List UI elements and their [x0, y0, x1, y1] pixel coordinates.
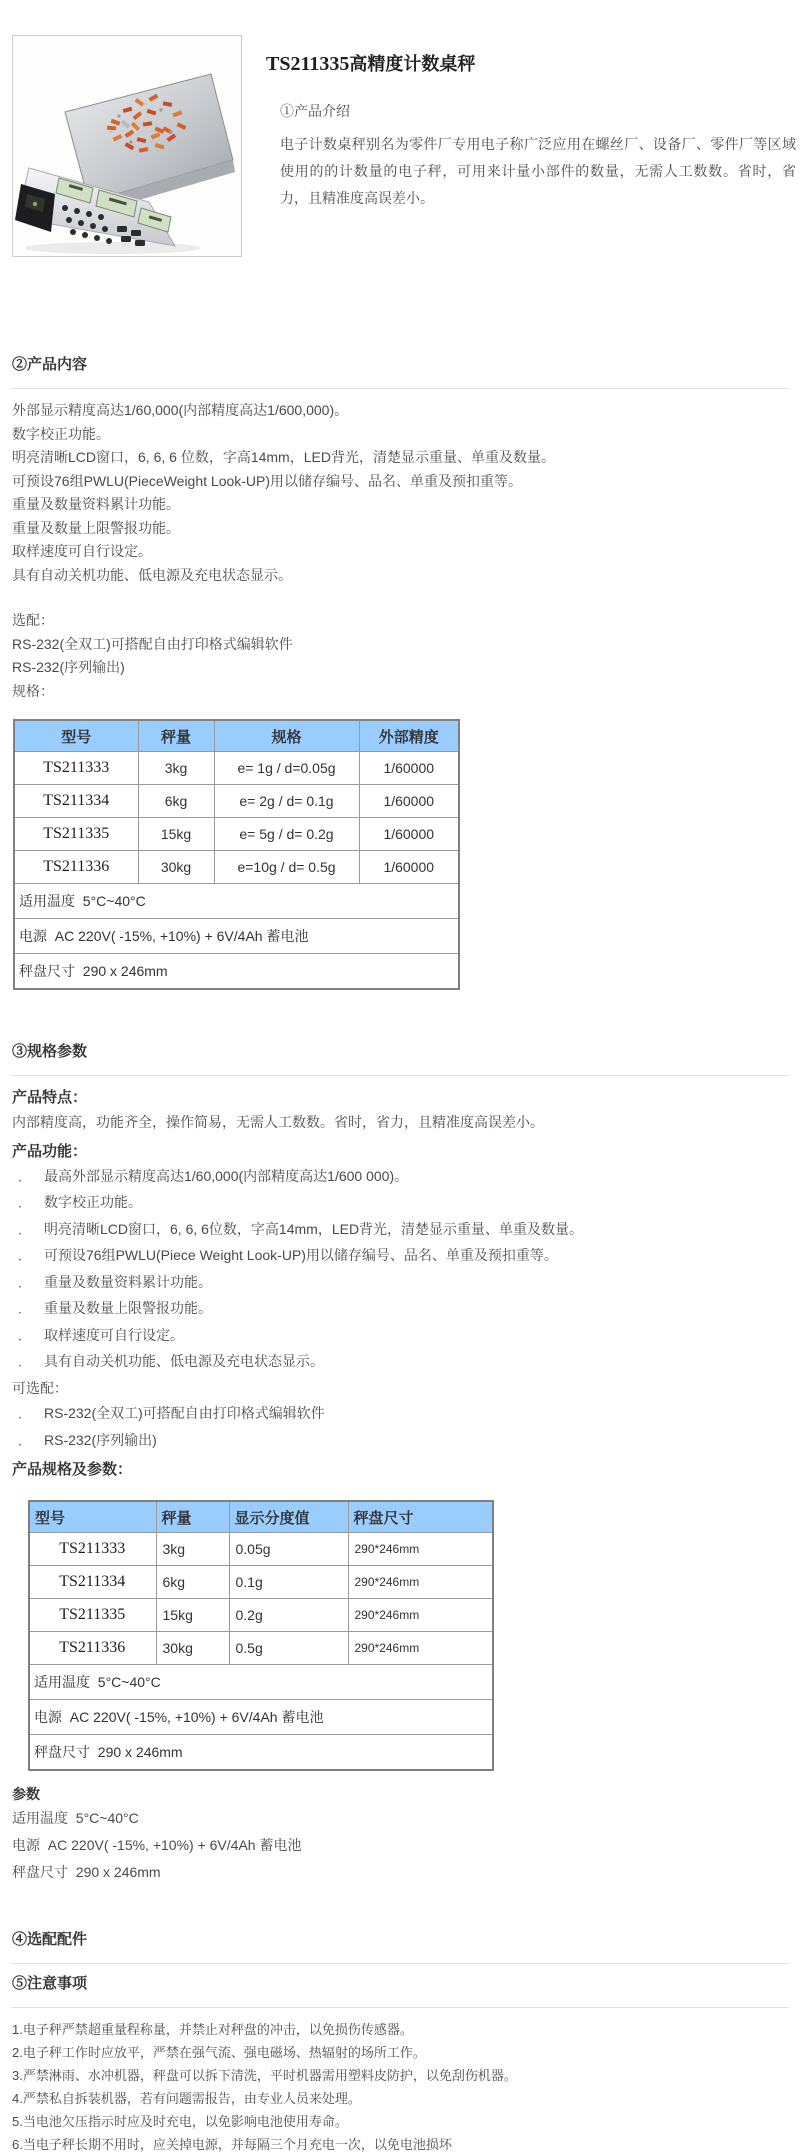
section-product-content [12, 355, 788, 990]
function-text: 最高外部显示精度高达1/60,000(内部精度高达1/600 000)。 [44, 1167, 409, 1184]
spec-table-header-row [14, 720, 459, 752]
table-row [14, 818, 459, 851]
note-item: 2.电子秤工作时应放平，严禁在强气流、强电磁场、热辐射的场所工作。 [12, 2045, 426, 2060]
optional-item [12, 1401, 788, 1428]
cell-division: 0.5g [229, 1632, 348, 1665]
cell-spec: e= 2g / d= 0.1g [214, 785, 359, 818]
function-item [12, 1217, 788, 1244]
footer-power: 电源 AC 220V( -15%, +10%) + 6V/4Ah 蓄电池 [29, 1700, 493, 1735]
counting-scale-image [13, 36, 241, 256]
params-table-label: 产品规格及参数： [12, 1461, 133, 1478]
cell-capacity: 30kg [138, 851, 214, 884]
function-item [12, 1190, 788, 1217]
functions-label: 产品功能： [12, 1142, 88, 1160]
optional-label: 选配： [12, 612, 54, 628]
table-footer-row [29, 1665, 493, 1700]
column-header: 规格 [214, 720, 359, 752]
table-row [14, 752, 459, 785]
section3-heading: ③规格参数 [12, 1043, 88, 1060]
function-item [12, 1323, 788, 1350]
cell-capacity: 3kg [138, 752, 214, 785]
cell-capacity: 6kg [138, 785, 214, 818]
bullet-dot: ． [18, 1222, 31, 1237]
footer-temperature: 适用温度 5°C~40°C [29, 1665, 493, 1700]
cell-capacity: 3kg [156, 1533, 229, 1566]
optional-item: RS-232(全双工)可搭配自由打印格式编辑软件 [12, 635, 293, 652]
cell-spec: e=10g / d= 0.5g [214, 851, 359, 884]
section4-heading: ④选配配件 [12, 1931, 88, 1948]
param-table-header-row [29, 1501, 493, 1533]
optional-item: RS-232(序列输出) [12, 659, 125, 675]
cell-model: TS211333 [29, 1533, 156, 1566]
optional-text: RS-232(全双工)可搭配自由打印格式编辑软件 [44, 1405, 325, 1421]
section-accessories [12, 1930, 788, 1964]
cell-model: TS211336 [14, 851, 138, 884]
spacer [12, 587, 788, 609]
function-text: 取样速度可自行设定。 [44, 1326, 184, 1343]
table-footer-row [14, 884, 459, 919]
param-line: 电源 AC 220V( -15%, +10%) + 6V/4Ah 蓄电池 [12, 1837, 302, 1853]
function-text: 重量及数量资料累计功能。 [44, 1273, 212, 1290]
column-header: 秤盘尺寸 [348, 1501, 493, 1533]
bullet-dot: ． [18, 1433, 31, 1448]
optional-item [12, 1428, 788, 1455]
cell-model: TS211333 [14, 752, 138, 785]
function-item [12, 1270, 788, 1297]
table-row [14, 785, 459, 818]
bullet-dot: ． [18, 1275, 31, 1290]
feature-line: 具有自动关机功能、低电源及充电状态显示。 [12, 566, 292, 583]
function-item [12, 1296, 788, 1323]
cell-precision: 1/60000 [359, 851, 459, 884]
note-item: 4.严禁私自拆装机器，若有问题需报告，由专业人员来处理。 [12, 2091, 361, 2106]
cell-division: 0.2g [229, 1599, 348, 1632]
divider [12, 1075, 788, 1076]
function-text: 明亮清晰LCD窗口，6, 6, 6位数，字高14mm，LED背光，清楚显示重量、单重及数量。 [44, 1220, 584, 1237]
section-spec-params [12, 1042, 788, 1886]
cell-capacity: 6kg [156, 1566, 229, 1599]
bullet-dot: ． [18, 1302, 31, 1316]
divider [12, 1963, 788, 1964]
params-heading: 参数 [12, 1786, 40, 1802]
features-label: 产品特点： [12, 1089, 88, 1106]
cell-model: TS211334 [29, 1566, 156, 1599]
function-item [12, 1349, 788, 1376]
intro-heading: ①产品介绍 [280, 103, 350, 119]
note-item: 5.当电池欠压指示时应及时充电，以免影响电池使用寿命。 [12, 2114, 348, 2129]
column-header: 显示分度值 [229, 1501, 348, 1533]
footer-pan-size: 秤盘尺寸 290 x 246mm [14, 954, 459, 990]
table-row [14, 851, 459, 884]
column-header: 外部精度 [359, 720, 459, 752]
table-footer-row [29, 1735, 493, 1771]
feature-line: 明亮清晰LCD窗口，6, 6, 6 位数，字高14mm，LED背光，清楚显示重量、单重及数量。 [12, 449, 555, 465]
column-header: 型号 [14, 720, 138, 752]
function-item [12, 1243, 788, 1270]
cell-division: 0.1g [229, 1566, 348, 1599]
cell-pan-size: 290*246mm [348, 1632, 493, 1665]
feature-line: 重量及数量上限警报功能。 [12, 519, 180, 536]
cell-model: TS211336 [29, 1632, 156, 1665]
cell-pan-size: 290*246mm [348, 1533, 493, 1566]
cell-model: TS211335 [14, 818, 138, 851]
param-line: 秤盘尺寸 290 x 246mm [12, 1864, 161, 1880]
feature-line: 数字校正功能。 [12, 425, 110, 442]
table-row [29, 1533, 493, 1566]
cell-precision: 1/60000 [359, 818, 459, 851]
bullet-dot: ． [18, 1355, 31, 1369]
feature-line: 外部显示精度高达1/60,000(内部精度高达1/600,000)。 [12, 402, 349, 418]
feature-line: 重量及数量资料累计功能。 [12, 496, 180, 512]
cell-model: TS211334 [14, 785, 138, 818]
cell-spec: e= 5g / d= 0.2g [214, 818, 359, 851]
optional-label: 可选配： [12, 1379, 68, 1396]
product-model: TS211335 [266, 53, 350, 75]
table-row [29, 1632, 493, 1665]
cell-pan-size: 290*246mm [348, 1566, 493, 1599]
function-text: 具有自动关机功能、低电源及充电状态显示。 [44, 1353, 324, 1369]
footer-power: 电源 AC 220V( -15%, +10%) + 6V/4Ah 蓄电池 [14, 919, 459, 954]
note-item: 6.当电子秤长期不用时，应关掉电源，并每隔三个月充电一次，以免电池损坏 [12, 2137, 452, 2152]
table-footer-row [14, 954, 459, 990]
features-text: 内部精度高，功能齐全，操作简易，无需人工数数。省时，省力，且精准度高误差小。 [12, 1114, 544, 1130]
cell-precision: 1/60000 [359, 752, 459, 785]
function-item [12, 1164, 788, 1191]
column-header: 型号 [29, 1501, 156, 1533]
divider [12, 388, 788, 389]
bullet-dot: ． [18, 1407, 31, 1421]
function-text: 可预设76组PWLU(Piece Weight Look-UP)用以储存编号、品名、单重及预扣重等。 [44, 1247, 558, 1263]
cell-division: 0.05g [229, 1533, 348, 1566]
cell-pan-size: 290*246mm [348, 1599, 493, 1632]
top-right-column [266, 35, 796, 257]
bullet-dot: ． [18, 1328, 31, 1343]
optional-text: RS-232(序列输出) [44, 1431, 157, 1448]
column-header: 秤量 [138, 720, 214, 752]
table-row [29, 1566, 493, 1599]
function-text: 数字校正功能。 [44, 1194, 142, 1210]
cell-spec: e= 1g / d=0.05g [214, 752, 359, 785]
cell-precision: 1/60000 [359, 785, 459, 818]
note-item: 1.电子秤严禁超重量程称量，并禁止对秤盘的冲击，以免损伤传感器。 [12, 2022, 413, 2037]
function-text: 重量及数量上限警报功能。 [44, 1300, 212, 1316]
spec-table [13, 719, 460, 990]
bullet-dot: ． [18, 1169, 31, 1184]
divider [12, 2007, 788, 2008]
param-table [28, 1500, 494, 1771]
section-notes [12, 1974, 788, 2156]
feature-line: 可预设76组PWLU(PieceWeight Look-UP)用以储存编号、品名、单重及预扣重等。 [12, 472, 523, 489]
feature-line: 取样速度可自行设定。 [12, 543, 152, 559]
cell-capacity: 30kg [156, 1632, 229, 1665]
product-photo [12, 35, 242, 257]
cell-capacity: 15kg [138, 818, 214, 851]
cell-model: TS211335 [29, 1599, 156, 1632]
table-footer-row [29, 1700, 493, 1735]
column-header: 秤量 [156, 1501, 229, 1533]
bullet-dot: ． [18, 1249, 31, 1263]
top-section [0, 0, 800, 257]
footer-pan-size: 秤盘尺寸 290 x 246mm [29, 1735, 493, 1771]
note-item: 3.严禁淋雨、水冲机器，秤盘可以拆下清洗，平时机器需用塑料皮防护，以免刮伤机器。 [12, 2068, 517, 2083]
table-row [29, 1599, 493, 1632]
section5-heading: ⑤注意事项 [12, 1975, 88, 1992]
param-line: 适用温度 5°C~40°C [12, 1810, 139, 1826]
intro-text: 电子计数桌秤别名为零件厂专用电子称广泛应用在螺丝厂、设备厂、零件厂等区域使用的的计数量的电子秤，可用来计量小部件的数量，无需人工数数。省时，省力，且精准度高误差小。 [280, 136, 796, 206]
footer-temperature: 适用温度 5°C~40°C [14, 884, 459, 919]
spec-label: 规格： [12, 682, 54, 699]
product-name: 高精度计数桌秤 [349, 54, 476, 74]
table-footer-row [14, 919, 459, 954]
bullet-dot: ． [18, 1196, 31, 1210]
page-title [266, 51, 796, 77]
section2-heading: ②产品内容 [12, 356, 88, 373]
cell-capacity: 15kg [156, 1599, 229, 1632]
